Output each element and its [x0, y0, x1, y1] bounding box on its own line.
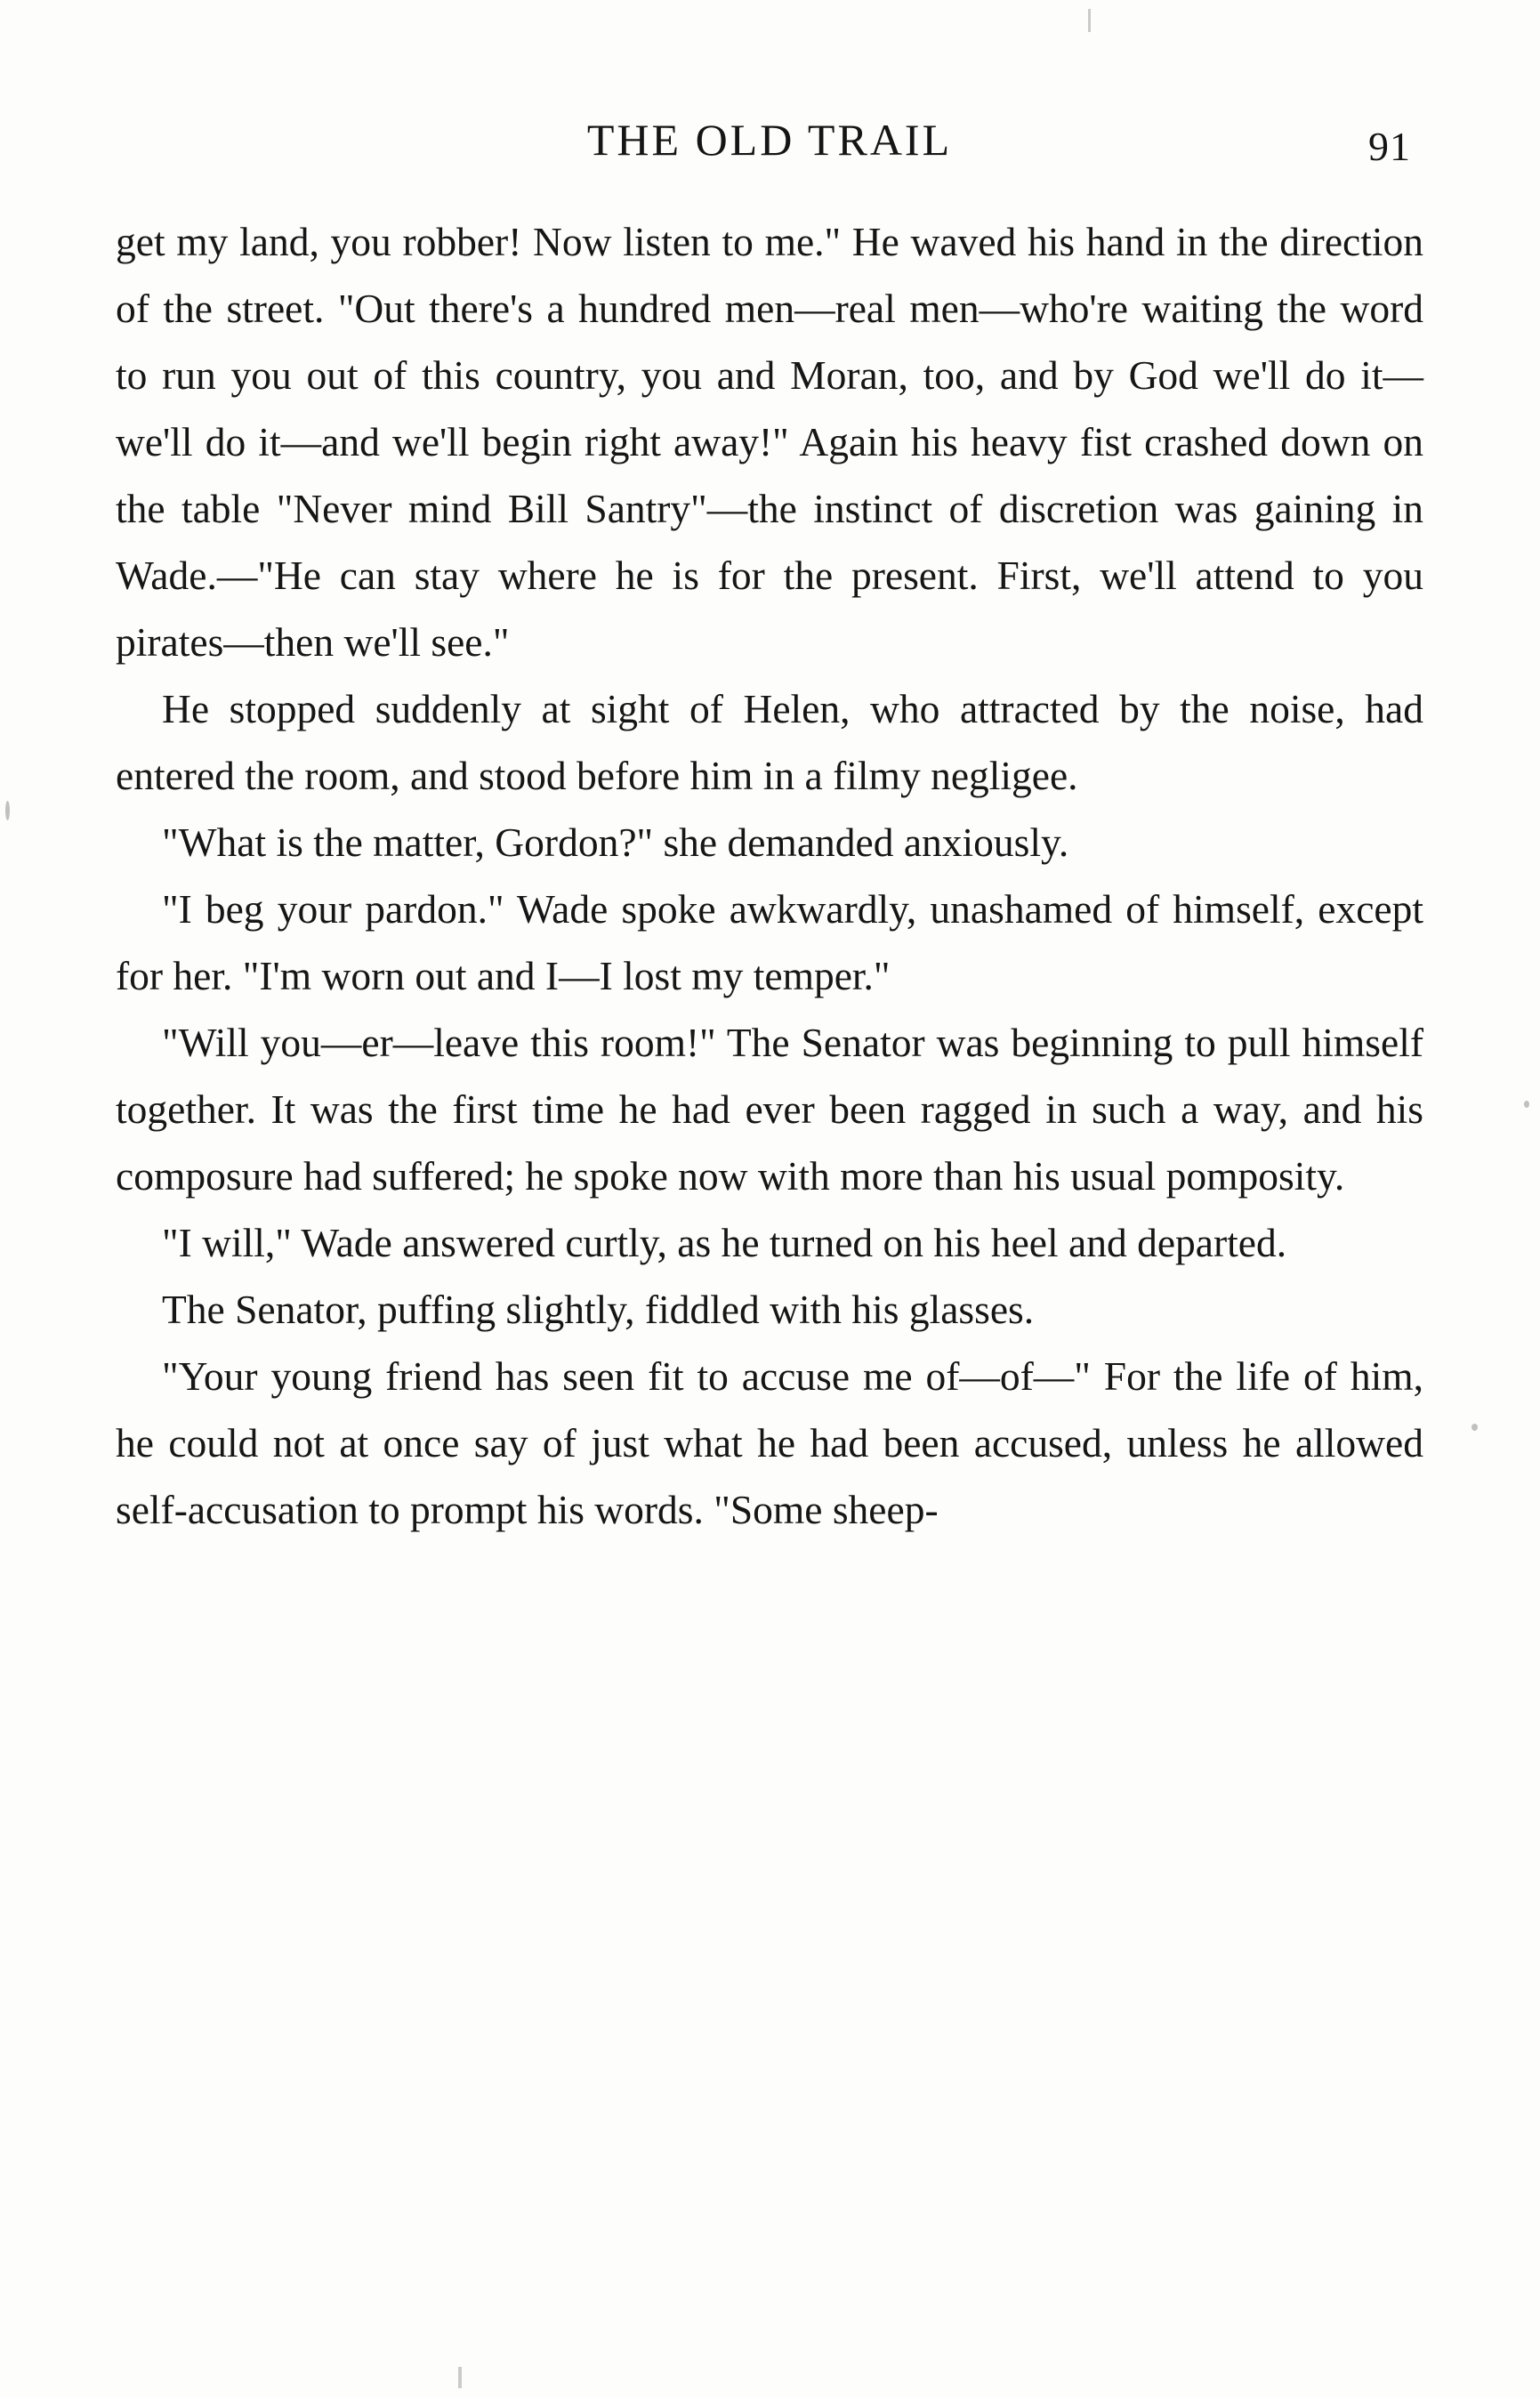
paragraph: "I will," Wade answered curtly, as he turned on his heel and departed.: [162, 1220, 1287, 1265]
page-number: 91: [1368, 124, 1411, 169]
body-text: [116, 208, 1423, 1543]
paragraph: "Your young friend has seen fit to accuse me of—of—" For the life of him, he could not at once say of just what he had been accused, unless he allowed self-accusation to prompt his words. "Some sheep-: [116, 1353, 1423, 1532]
page-title: THE OLD TRAIL: [586, 115, 953, 165]
scan-artifact-top: [1088, 9, 1091, 32]
paragraph: He stopped suddenly at sight of Helen, who attracted by the noise, had entered the room, and stood before him in a filmy negligee.: [116, 686, 1423, 798]
scan-artifact-bottom: [458, 2367, 462, 2388]
paragraph: "Will you—er—leave this room!" The Senator was beginning to pull himself together. It was the first time he had ever been ragged in such a way, and his composure had suffered; he spoke now with more than his usual pomposity.: [116, 1020, 1423, 1199]
paragraph: "What is the matter, Gordon?" she demanded anxiously.: [162, 820, 1069, 865]
paragraph: "I beg your pardon." Wade spoke awkwardly, unashamed of himself, except for her. "I'm worn out and I—I lost my temper.": [116, 886, 1423, 998]
paragraph: The Senator, puffing slightly, fiddled with his glasses.: [162, 1287, 1035, 1332]
page-content: [116, 107, 1423, 1543]
paragraph: get my land, you robber! Now listen to me." He waved his hand in the direction of the street. "Out there's a hundred men—real men—who're waiting the word to run you out of this country, you and Moran, too, and by God we'll do it—we'll do it—and we'll begin right away!" Again his heavy fist crashed down on the table "Never mind Bill Santry"—the instinct of discretion was gaining in Wade.—"He can stay where he is for the present. First, we'll attend to you pirates—then we'll see.": [116, 219, 1423, 665]
running-head: [116, 107, 1423, 192]
scan-artifact-right-lower: [1471, 1424, 1478, 1431]
scan-artifact-left: [5, 801, 10, 820]
scan-artifact-right-upper: [1524, 1101, 1529, 1108]
